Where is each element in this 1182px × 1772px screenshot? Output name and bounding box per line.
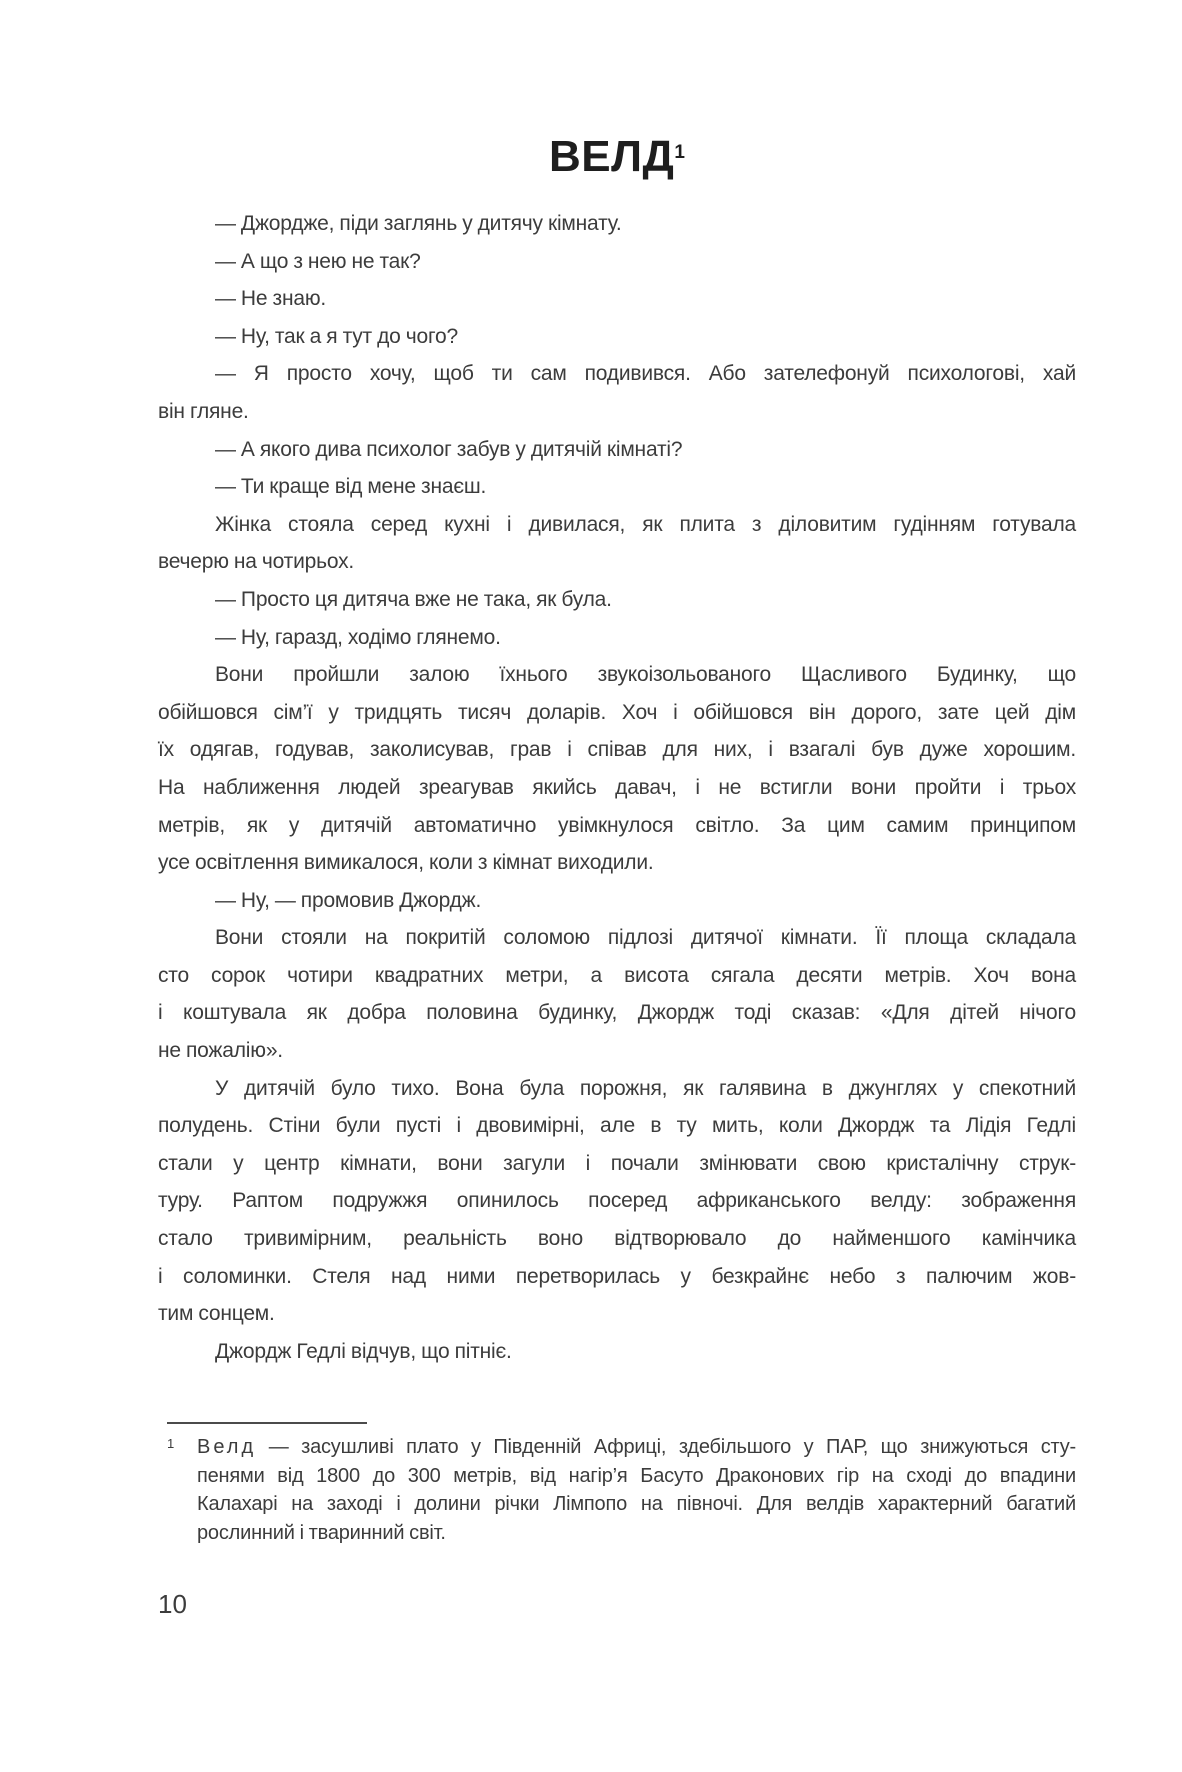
text-line: Джордж Гедлі відчув, що пітніє. bbox=[215, 1339, 512, 1363]
text-line: стали у центр кімнати, вони загули і почали змінювати свою кристалічну струк- bbox=[158, 1151, 1076, 1175]
text-line: — Ну, — промовив Джордж. bbox=[215, 888, 482, 912]
paragraph bbox=[158, 506, 1076, 581]
text-line: полудень. Стіни були пусті і двовимірні, але в ту мить, коли Джордж та Лідія Гедлі bbox=[158, 1114, 1076, 1138]
footnote bbox=[158, 1433, 1076, 1547]
text-line: вечерю на чотирьох. bbox=[158, 550, 355, 574]
page-title bbox=[158, 132, 1076, 181]
footnote-text bbox=[197, 1433, 1076, 1547]
text-line: сто сорок чотири квадратних метри, а висота сягала десяти метрів. Хоч вона bbox=[158, 963, 1076, 987]
paragraph bbox=[158, 431, 1076, 469]
text-line: — Ну, так а я тут до чого? bbox=[215, 324, 458, 348]
text-line: — Не знаю. bbox=[215, 287, 327, 311]
text-line: тим сонцем. bbox=[158, 1302, 275, 1326]
paragraph bbox=[158, 468, 1076, 506]
text-line: їх одягав, годував, заколисував, грав і співав для них, і взагалі був дуже хорошим. bbox=[158, 738, 1076, 762]
paragraph bbox=[158, 882, 1076, 920]
paragraph bbox=[158, 243, 1076, 281]
text-line: і коштувала як добра половина будинку, Джордж тоді сказав: «Для дітей нічого bbox=[158, 1001, 1076, 1025]
body-text bbox=[158, 205, 1076, 1370]
footnote-line: рослинний і тваринний світ. bbox=[197, 1521, 446, 1544]
text-line: — Ну, гаразд, ходімо глянемо. bbox=[215, 625, 501, 649]
text-line: У дитячій було тихо. Вона була порожня, як галявина в джунглях у спекотний bbox=[215, 1076, 1076, 1100]
text-line: Вони пройшли залою їхнього звукоізольованого Щасливого Будинку, що bbox=[215, 663, 1076, 687]
paragraph bbox=[158, 581, 1076, 619]
text-line: — Джордже, піди заглянь у дитячу кімнату. bbox=[215, 212, 622, 235]
text-line: — Я просто хочу, щоб ти сам подивився. Або зателефонуй психологові, хай bbox=[215, 362, 1076, 386]
paragraph bbox=[158, 656, 1076, 882]
text-line: На наближення людей зреагував якийсь давач, і не встигли вони пройти і трьох bbox=[158, 775, 1076, 799]
text-line: — А що з нею не так? bbox=[215, 249, 421, 273]
paragraph bbox=[158, 1333, 1076, 1371]
text-line: і соломинки. Стеля над ними перетворилась у безкрайнє небо з палючим жов- bbox=[158, 1264, 1076, 1288]
text-line: усе освітлення вимикалося, коли з кімнат виходили. bbox=[158, 851, 654, 875]
text-line: не пожалію». bbox=[158, 1039, 283, 1063]
footnote-line: Калахарі на заході і долини річки Лімпопо на півночі. Для велдів характерний багатий bbox=[197, 1493, 1076, 1516]
text-line: Жінка стояла серед кухні і дивилася, як плита з діловитим гудінням готувала bbox=[215, 512, 1076, 536]
paragraph bbox=[158, 619, 1076, 657]
footnote-line: пенями від 1800 до 300 метрів, від нагір’я Басуто Драконових гір на сході до впадини bbox=[197, 1464, 1076, 1487]
text-line: — Ти краще від мене знаєш. bbox=[215, 475, 487, 499]
text-line: — Просто ця дитяча вже не така, як була. bbox=[215, 587, 612, 611]
text-line: — А якого дива психолог забув у дитячій кімнаті? bbox=[215, 437, 683, 461]
paragraph bbox=[158, 1070, 1076, 1333]
paragraph bbox=[158, 205, 1076, 243]
paragraph bbox=[158, 280, 1076, 318]
paragraph bbox=[158, 318, 1076, 356]
paragraph bbox=[158, 919, 1076, 1069]
text-line: Вони стояли на покритій соломою підлозі дитячої кімнати. Її площа складала bbox=[215, 926, 1076, 950]
text-line: обійшовся сім’ї у тридцять тисяч доларів. Хоч і обійшовся він дорого, зате цей дім bbox=[158, 700, 1076, 724]
page-number: 10 bbox=[158, 1589, 187, 1620]
text-line: він гляне. bbox=[158, 399, 249, 423]
title-footnote-ref: 1 bbox=[674, 142, 685, 163]
text-line: стало тривимірним, реальність воно відтворювало до найменшого камінчика bbox=[158, 1227, 1076, 1251]
footnote-term: Велд bbox=[197, 1436, 257, 1459]
footnote-marker: 1 bbox=[167, 1436, 175, 1452]
text-line: метрів, як у дитячій автоматично увімкнулося світло. За цим самим принципом bbox=[158, 813, 1076, 837]
footnote-line: Велд — засушливі плато у Південній Африці, здебільшого у ПАР, що знижуються сту- bbox=[197, 1436, 1076, 1459]
text-line: туру. Раптом подружжя опинилось посеред африканського велду: зображення bbox=[158, 1189, 1076, 1213]
paragraph bbox=[158, 355, 1076, 430]
footnote-separator bbox=[167, 1422, 367, 1424]
page-title-text: ВЕЛД bbox=[549, 132, 675, 181]
